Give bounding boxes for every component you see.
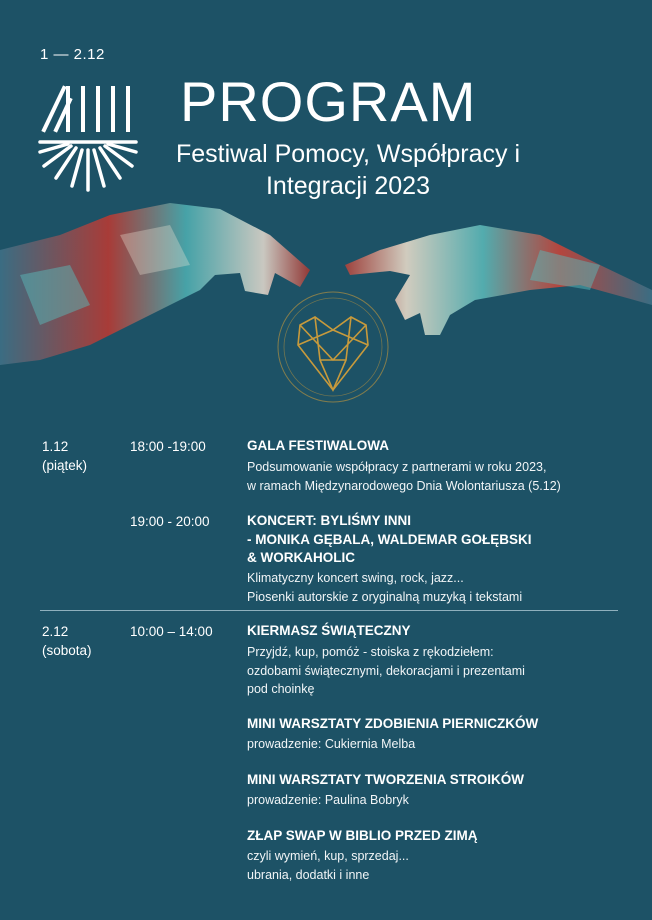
- hands-and-heart-illustration: [0, 195, 652, 420]
- event-description: czyli wymień, kup, sprzedaj... ubrania, dodatki i inne: [247, 849, 409, 882]
- event-title: KONCERT: BYLIŚMY INNI - MONIKA GĘBALA, WALDEMAR GOŁĘBSKI & WORKAHOLIC: [247, 513, 532, 565]
- day-1-date: 1.12 (piątek): [42, 439, 88, 473]
- event-description: prowadzenie: Cukiernia Melba: [247, 737, 416, 751]
- event-description: Przyjdź, kup, pomóż - stoiska z rękodziełem: ozdobami świątecznymi, dekoracjami i prezentami pod choinkę: [247, 645, 525, 696]
- page-subtitle: Festiwal Pomocy, Współpracy i Integracji 2023: [175, 140, 521, 200]
- event-description: Podsumowanie współpracy z partnerami w roku 2023, w ramach Międzynarodowego Dnia Wolontariusza (5.12): [247, 460, 561, 493]
- day-2-date: 2.12 (sobota): [42, 624, 92, 658]
- day-divider: [40, 610, 618, 611]
- event-title: ZŁAP SWAP W BIBLIO PRZED ZIMĄ: [247, 828, 478, 843]
- event-title: GALA FESTIWALOWA: [247, 438, 389, 453]
- right-hand-icon: [345, 225, 652, 335]
- event-time: 19:00 - 20:00: [130, 514, 210, 529]
- event-description: Klimatyczny koncert swing, rock, jazz... Piosenki autorskie z oryginalną muzyką i tekstami: [247, 571, 523, 604]
- event-description: prowadzenie: Paulina Bobryk: [247, 793, 409, 807]
- festival-logo-icon: [38, 82, 138, 194]
- event-time: 18:00 -19:00: [130, 439, 206, 454]
- event-time: 10:00 – 14:00: [130, 624, 213, 639]
- page-title: PROGRAM: [180, 70, 477, 133]
- heart-icon: [278, 292, 388, 402]
- date-range: 1 — 2.12: [40, 46, 105, 63]
- event-title: KIERMASZ ŚWIĄTECZNY: [247, 623, 411, 638]
- event-title: MINI WARSZTATY TWORZENIA STROIKÓW: [247, 772, 524, 787]
- event-title: MINI WARSZTATY ZDOBIENIA PIERNICZKÓW: [247, 716, 539, 731]
